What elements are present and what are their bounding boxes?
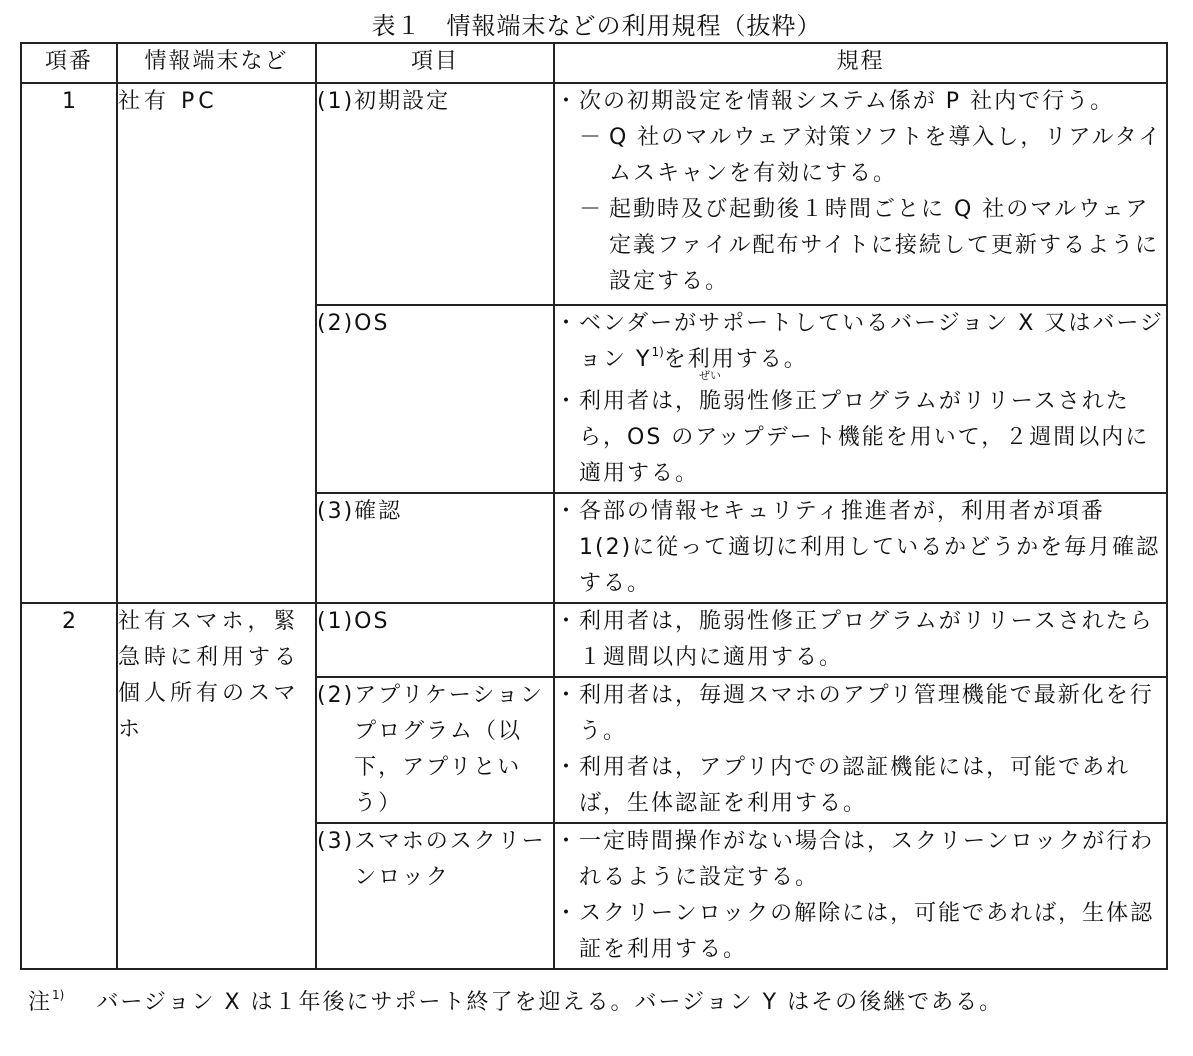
regulation-bullet	[555, 84, 1166, 120]
regulation-sub-text: Q 社のマルウェア対策ソフトを導入し，リアルタイムスキャンを有効にする。	[609, 125, 1163, 186]
item-name: OS	[354, 609, 390, 634]
item-name: OS	[354, 311, 390, 336]
regulation-bullet	[555, 678, 1166, 750]
bullet-mark: ・	[555, 499, 580, 524]
item-cell	[316, 83, 554, 305]
bullet-mark: ・	[555, 389, 580, 414]
footnote	[28, 985, 1003, 1016]
regulation-text: スクリーンロックの解除には，可能であれば，生体認証を利用する。	[579, 901, 1155, 962]
item-number-cell: 1	[21, 83, 117, 603]
regulation-bullet	[555, 824, 1166, 896]
header-row	[21, 43, 1167, 83]
regulation-text-part: ベンダーがサポートしているバージョン X 又はバージョン Y	[579, 311, 1164, 372]
item-name: アプリケーションプログラム（以下，アプリという）	[354, 683, 544, 816]
regulation-cell	[554, 823, 1167, 969]
regulation-sub-item	[555, 120, 1166, 192]
header-device: 情報端末など	[117, 43, 316, 83]
regulation-text	[579, 306, 1166, 378]
item-name: 初期設定	[354, 89, 451, 114]
regulation-cell	[554, 83, 1167, 305]
ruby-annotation	[699, 369, 724, 420]
dash-mark: －	[579, 197, 604, 222]
item-label: (1)	[317, 89, 355, 114]
regulation-sub-text: 起動時及び起動後１時間ごとに Q 社のマルウェア定義ファイル配布サイトに接続して更新するように設定する。	[609, 197, 1160, 294]
regulation-text-part: を利用する。	[663, 347, 808, 372]
bullet-mark: ・	[555, 89, 580, 114]
regulation-bullet	[555, 494, 1166, 602]
device-cell: 社有スマホ，緊急時に利用する個人所有のスマホ	[117, 603, 316, 969]
footnote-mark	[28, 990, 64, 1015]
regulation-cell	[554, 677, 1167, 823]
footnote-label: 注	[28, 990, 53, 1015]
regulation-cell	[554, 603, 1167, 677]
regulation-text: 各部の情報セキュリティ推進者が，利用者が項番 1(2)に従って適切に利用しているかどうかを毎月確認する。	[579, 499, 1161, 596]
table-title: 表１ 情報端末などの利用規程（抜粋）	[371, 12, 822, 40]
regulation-text: 利用者は，毎週スマホのアプリ管理機能で最新化を行う。	[579, 683, 1154, 744]
bullet-mark: ・	[555, 609, 580, 634]
ruby-base: 脆	[699, 389, 724, 414]
regulation-cell	[554, 493, 1167, 603]
regulation-bullet	[555, 750, 1166, 822]
item-cell	[316, 493, 554, 603]
item-cell	[316, 305, 554, 493]
regulation-text: 一定時間操作がない場合は，スクリーンロックが行われるように設定する。	[579, 829, 1155, 890]
item-name: 確認	[354, 499, 403, 524]
regulation-bullet	[555, 604, 1166, 676]
dash-mark: －	[579, 125, 604, 150]
item-label: (1)	[317, 609, 355, 634]
regulation-bullet	[555, 306, 1166, 378]
header-item: 項目	[316, 43, 554, 83]
table-row	[21, 603, 1167, 677]
item-name: スマホのスクリーンロック	[354, 829, 546, 890]
item-cell	[316, 823, 554, 969]
device-cell: 社有 PC	[117, 83, 316, 603]
regulation-cell	[554, 305, 1167, 493]
bullet-mark: ・	[555, 311, 580, 336]
header-regulation: 規程	[554, 43, 1167, 83]
item-label: (2)	[317, 683, 355, 708]
regulation-bullet	[555, 896, 1166, 968]
footnote-text: バージョン X は１年後にサポート終了を迎える。バージョン Y はその後継である。	[96, 990, 1004, 1015]
item-label: (3)	[317, 499, 355, 524]
item-label: (3)	[317, 829, 355, 854]
item-label: (2)	[317, 311, 355, 336]
bullet-mark: ・	[555, 901, 580, 926]
regulation-text	[579, 369, 1166, 492]
item-cell	[316, 603, 554, 677]
header-item-number: 項番	[21, 43, 117, 83]
regulation-text: 次の初期設定を情報システム係が P 社内で行う。	[579, 89, 1115, 114]
bullet-mark: ・	[555, 755, 580, 780]
bullet-mark: ・	[555, 829, 580, 854]
regulation-text: 利用者は，アプリ内での認証機能には，可能であれば，生体認証を利用する。	[579, 755, 1131, 816]
ruby-reading: ぜい	[699, 369, 722, 382]
item-cell	[316, 677, 554, 823]
regulation-text-part: 利用者は，	[579, 389, 700, 414]
regulation-text: 利用者は，脆弱性修正プログラムがリリースされたら１週間以内に適用する。	[579, 609, 1154, 670]
regulation-sub-item	[555, 192, 1166, 300]
bullet-mark: ・	[555, 683, 580, 708]
item-number-cell: 2	[21, 603, 117, 969]
table-row	[21, 83, 1167, 305]
regulation-text-part: 弱性修正プログラムがリリースされたら，OS のアップデート機能を用いて，２週間以内に適用する。	[579, 389, 1150, 486]
regulation-table	[20, 42, 1168, 970]
footnote-number: 1)	[52, 988, 65, 1002]
regulation-bullet	[555, 369, 1166, 492]
footnote-reference: 1)	[651, 345, 664, 359]
